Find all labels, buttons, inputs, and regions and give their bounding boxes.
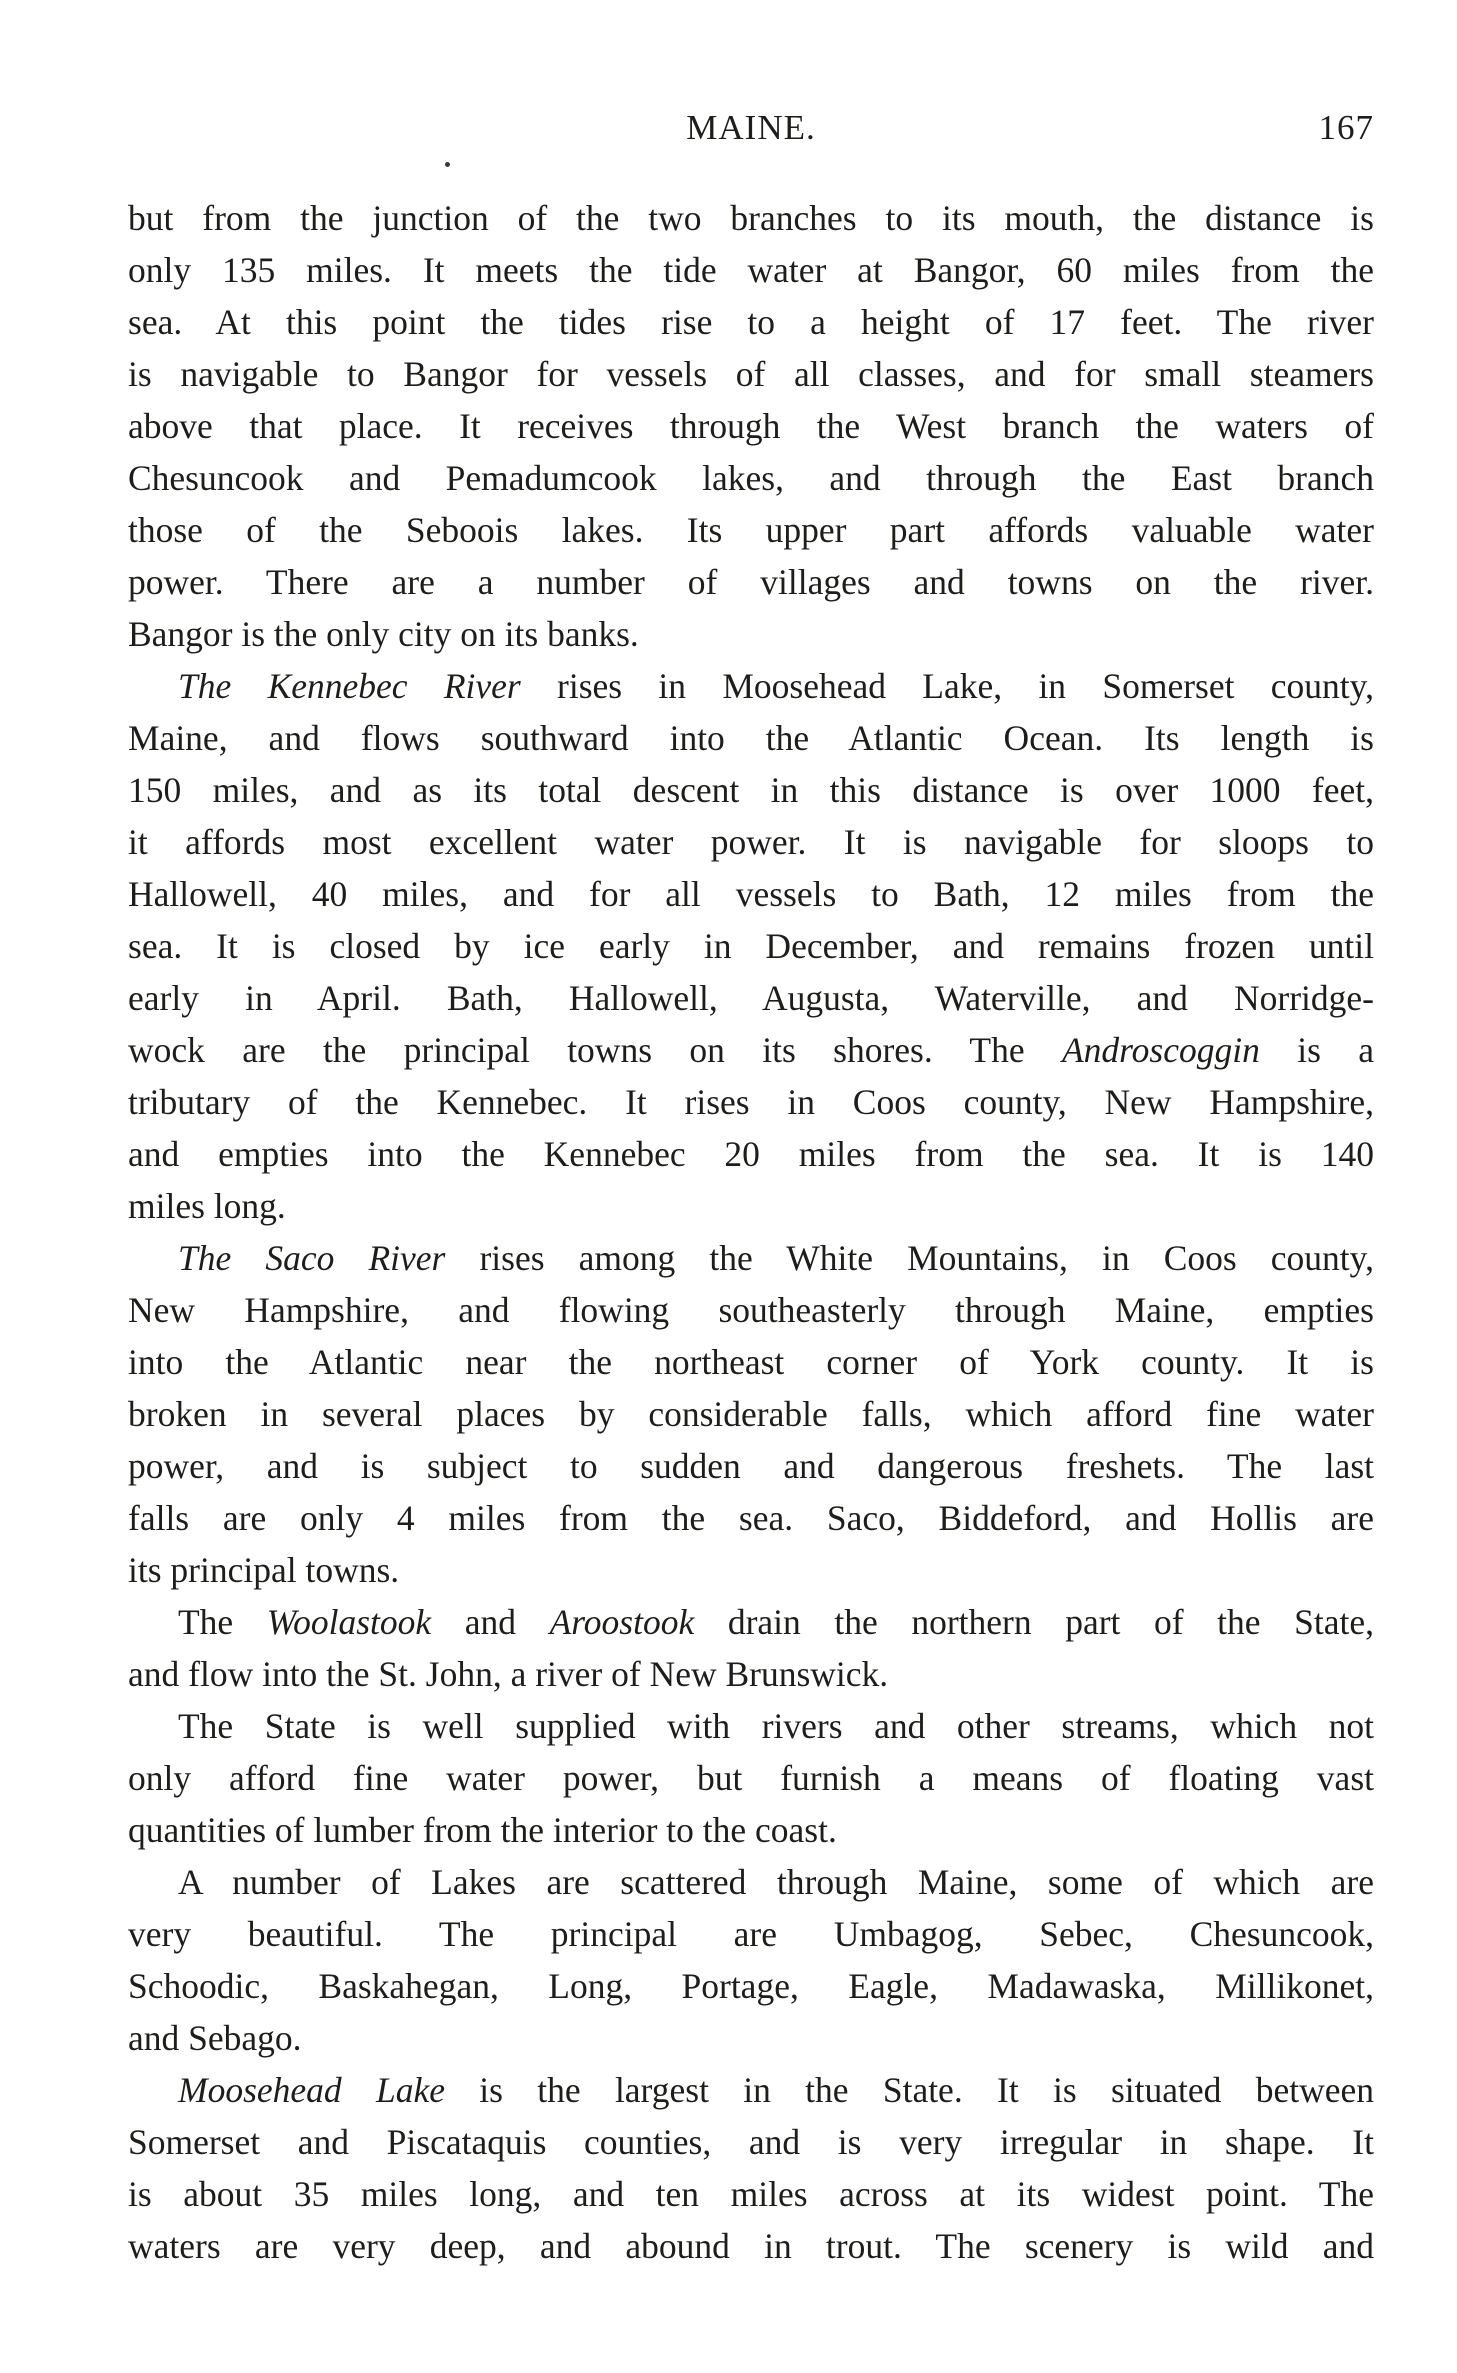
text-line: sea. At this point the tides rise to a height of 17 feet. The river [128,302,1374,342]
text-line: is about 35 miles long, and ten miles across at its widest point. The [128,2174,1374,2214]
text-line: only afford fine water power, but furnish a means of floating vast [128,1758,1374,1798]
text-line: The Woolastook and Aroostook drain the northern part of the State, [178,1602,1374,1642]
text-line: but from the junction of the two branches to its mouth, the distance is [128,198,1374,238]
page-number: 167 [1318,108,1374,147]
text-line: The Saco River rises among the White Mountains, in Coos county, [178,1238,1374,1278]
text-line: it affords most excellent water power. It is navigable for sloops to [128,822,1374,862]
text-line: 150 miles, and as its total descent in this distance is over 1000 feet, [128,770,1374,810]
italic-term: Woolastook [266,1602,432,1642]
text-line: power. There are a number of villages and towns on the river. [128,562,1374,602]
italic-term: Aroostook [549,1602,695,1642]
text-line: Schoodic, Baskahegan, Long, Portage, Eagle, Madawaska, Millikonet, [128,1966,1374,2006]
text-line: and empties into the Kennebec 20 miles from the sea. It is 140 [128,1134,1374,1174]
text-line: A number of Lakes are scattered through Maine, some of which are [178,1862,1374,1902]
text-line: and Sebago. [128,2018,302,2058]
text-line: early in April. Bath, Hallowell, Augusta, Waterville, and Norridge- [128,978,1374,1018]
text-line: Maine, and flows southward into the Atlantic Ocean. Its length is [128,718,1374,758]
text-line: only 135 miles. It meets the tide water at Bangor, 60 miles from the [128,250,1374,290]
text-line: power, and is subject to sudden and dangerous freshets. The last [128,1446,1374,1486]
text-line: into the Atlantic near the northeast corner of York county. It is [128,1342,1374,1382]
body-text [128,192,1374,2272]
text-line: tributary of the Kennebec. It rises in Coos county, New Hampshire, [128,1082,1374,1122]
text-line: Hallowell, 40 miles, and for all vessels to Bath, 12 miles from the [128,874,1374,914]
text-line: The State is well supplied with rivers and other streams, which not [178,1706,1374,1746]
italic-term: The Kennebec River [178,666,521,706]
text-line: falls are only 4 miles from the sea. Saco, Biddeford, and Hollis are [128,1498,1374,1538]
text-line: and flow into the St. John, a river of New Brunswick. [128,1654,889,1694]
running-head-title: MAINE. [686,108,816,147]
text-line: sea. It is closed by ice early in December, and remains frozen until [128,926,1374,966]
text-line: very beautiful. The principal are Umbagog, Sebec, Chesuncook, [128,1914,1374,1954]
printer-dot [445,162,450,167]
text-line: Moosehead Lake is the largest in the State. It is situated between [178,2070,1374,2110]
text-line: waters are very deep, and abound in trout. The scenery is wild and [128,2226,1374,2266]
text-line: Chesuncook and Pemadumcook lakes, and through the East branch [128,458,1374,498]
text-line: broken in several places by considerable falls, which afford fine water [128,1394,1374,1434]
italic-term: Androscoggin [1061,1030,1260,1070]
italic-term: The Saco River [178,1238,446,1278]
text-line: its principal towns. [128,1550,400,1590]
text-line: above that place. It receives through the West branch the waters of [128,406,1374,446]
text-line: Somerset and Piscataquis counties, and is very irregular in shape. It [128,2122,1374,2162]
text-line: quantities of lumber from the interior to the coast. [128,1810,837,1850]
text-line: those of the Seboois lakes. Its upper part affords valuable water [128,510,1374,550]
text-line: Bangor is the only city on its banks. [128,614,639,654]
text-line: is navigable to Bangor for vessels of all classes, and for small steamers [128,354,1374,394]
running-head [128,108,1374,158]
italic-term: Moosehead Lake [178,2070,445,2110]
text-line: miles long. [128,1186,286,1226]
text-line: The Kennebec River rises in Moosehead Lake, in Somerset county, [178,666,1374,706]
text-line: wock are the principal towns on its shores. The Androscoggin is a [128,1030,1375,1070]
text-line: New Hampshire, and flowing southeasterly through Maine, empties [128,1290,1374,1330]
